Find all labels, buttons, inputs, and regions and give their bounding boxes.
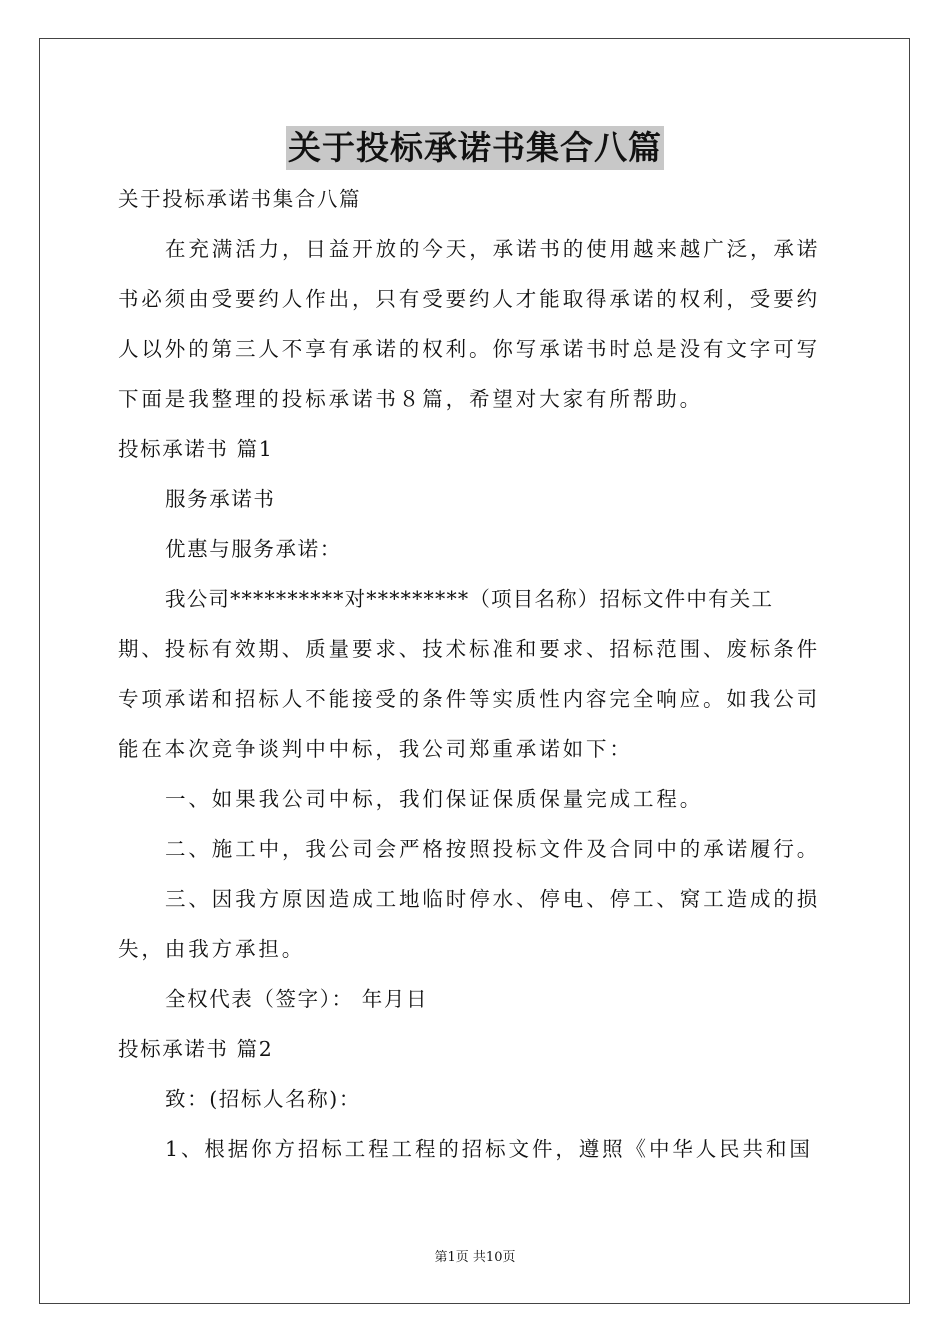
paragraph-line: 我公司**********对*********（项目名称）招标文件中有关工 xyxy=(165,587,774,611)
paragraph-line: 失，由我方承担。 xyxy=(118,937,306,961)
paragraph-line: 在充满活力，日益开放的今天，承诺书的使用越来越广泛，承诺 xyxy=(165,237,821,261)
paragraph-line: 服务承诺书 xyxy=(165,487,276,511)
title-container xyxy=(0,126,950,170)
page-number: 第1页 共10页 xyxy=(434,1250,516,1265)
document-title: 关于投标承诺书集合八篇 xyxy=(286,126,664,170)
paragraph-line: 优惠与服务承诺： xyxy=(165,537,342,561)
paragraph-line: 能在本次竞争谈判中中标，我公司郑重承诺如下： xyxy=(118,737,633,761)
paragraph-line: 下面是我整理的投标承诺书８篇，希望对大家有所帮助。 xyxy=(118,387,703,411)
paragraph-line: 二、施工中，我公司会严格按照投标文件及合同中的承诺履行。 xyxy=(165,837,821,861)
paragraph-line: 1、根据你方招标工程工程的招标文件，遵照《中华人民共和国 xyxy=(165,1137,813,1161)
paragraph-line: 期、投标有效期、质量要求、技术标准和要求、招标范围、废标条件 xyxy=(118,637,820,661)
signature-line: 全权代表（签字）： 年月日 xyxy=(165,987,429,1011)
page-border xyxy=(39,38,910,1304)
paragraph-line: 一、如果我公司中标，我们保证保质保量完成工程。 xyxy=(165,787,704,811)
subtitle-line: 关于投标承诺书集合八篇 xyxy=(118,187,362,211)
section-heading-2: 投标承诺书 篇2 xyxy=(118,1037,274,1061)
paragraph-line: 专项承诺和招标人不能接受的条件等实质性内容完全响应。如我公司 xyxy=(118,687,820,711)
paragraph-line: 致：(招标人名称)： xyxy=(165,1087,361,1111)
paragraph-line: 人以外的第三人不享有承诺的权利。你写承诺书时总是没有文字可写 xyxy=(118,337,820,361)
paragraph-line: 三、因我方原因造成工地临时停水、停电、停工、窝工造成的损 xyxy=(165,887,821,911)
paragraph-line: 书必须由受要约人作出，只有受要约人才能取得承诺的权利，受要约 xyxy=(118,287,820,311)
section-heading-1: 投标承诺书 篇1 xyxy=(118,437,274,461)
